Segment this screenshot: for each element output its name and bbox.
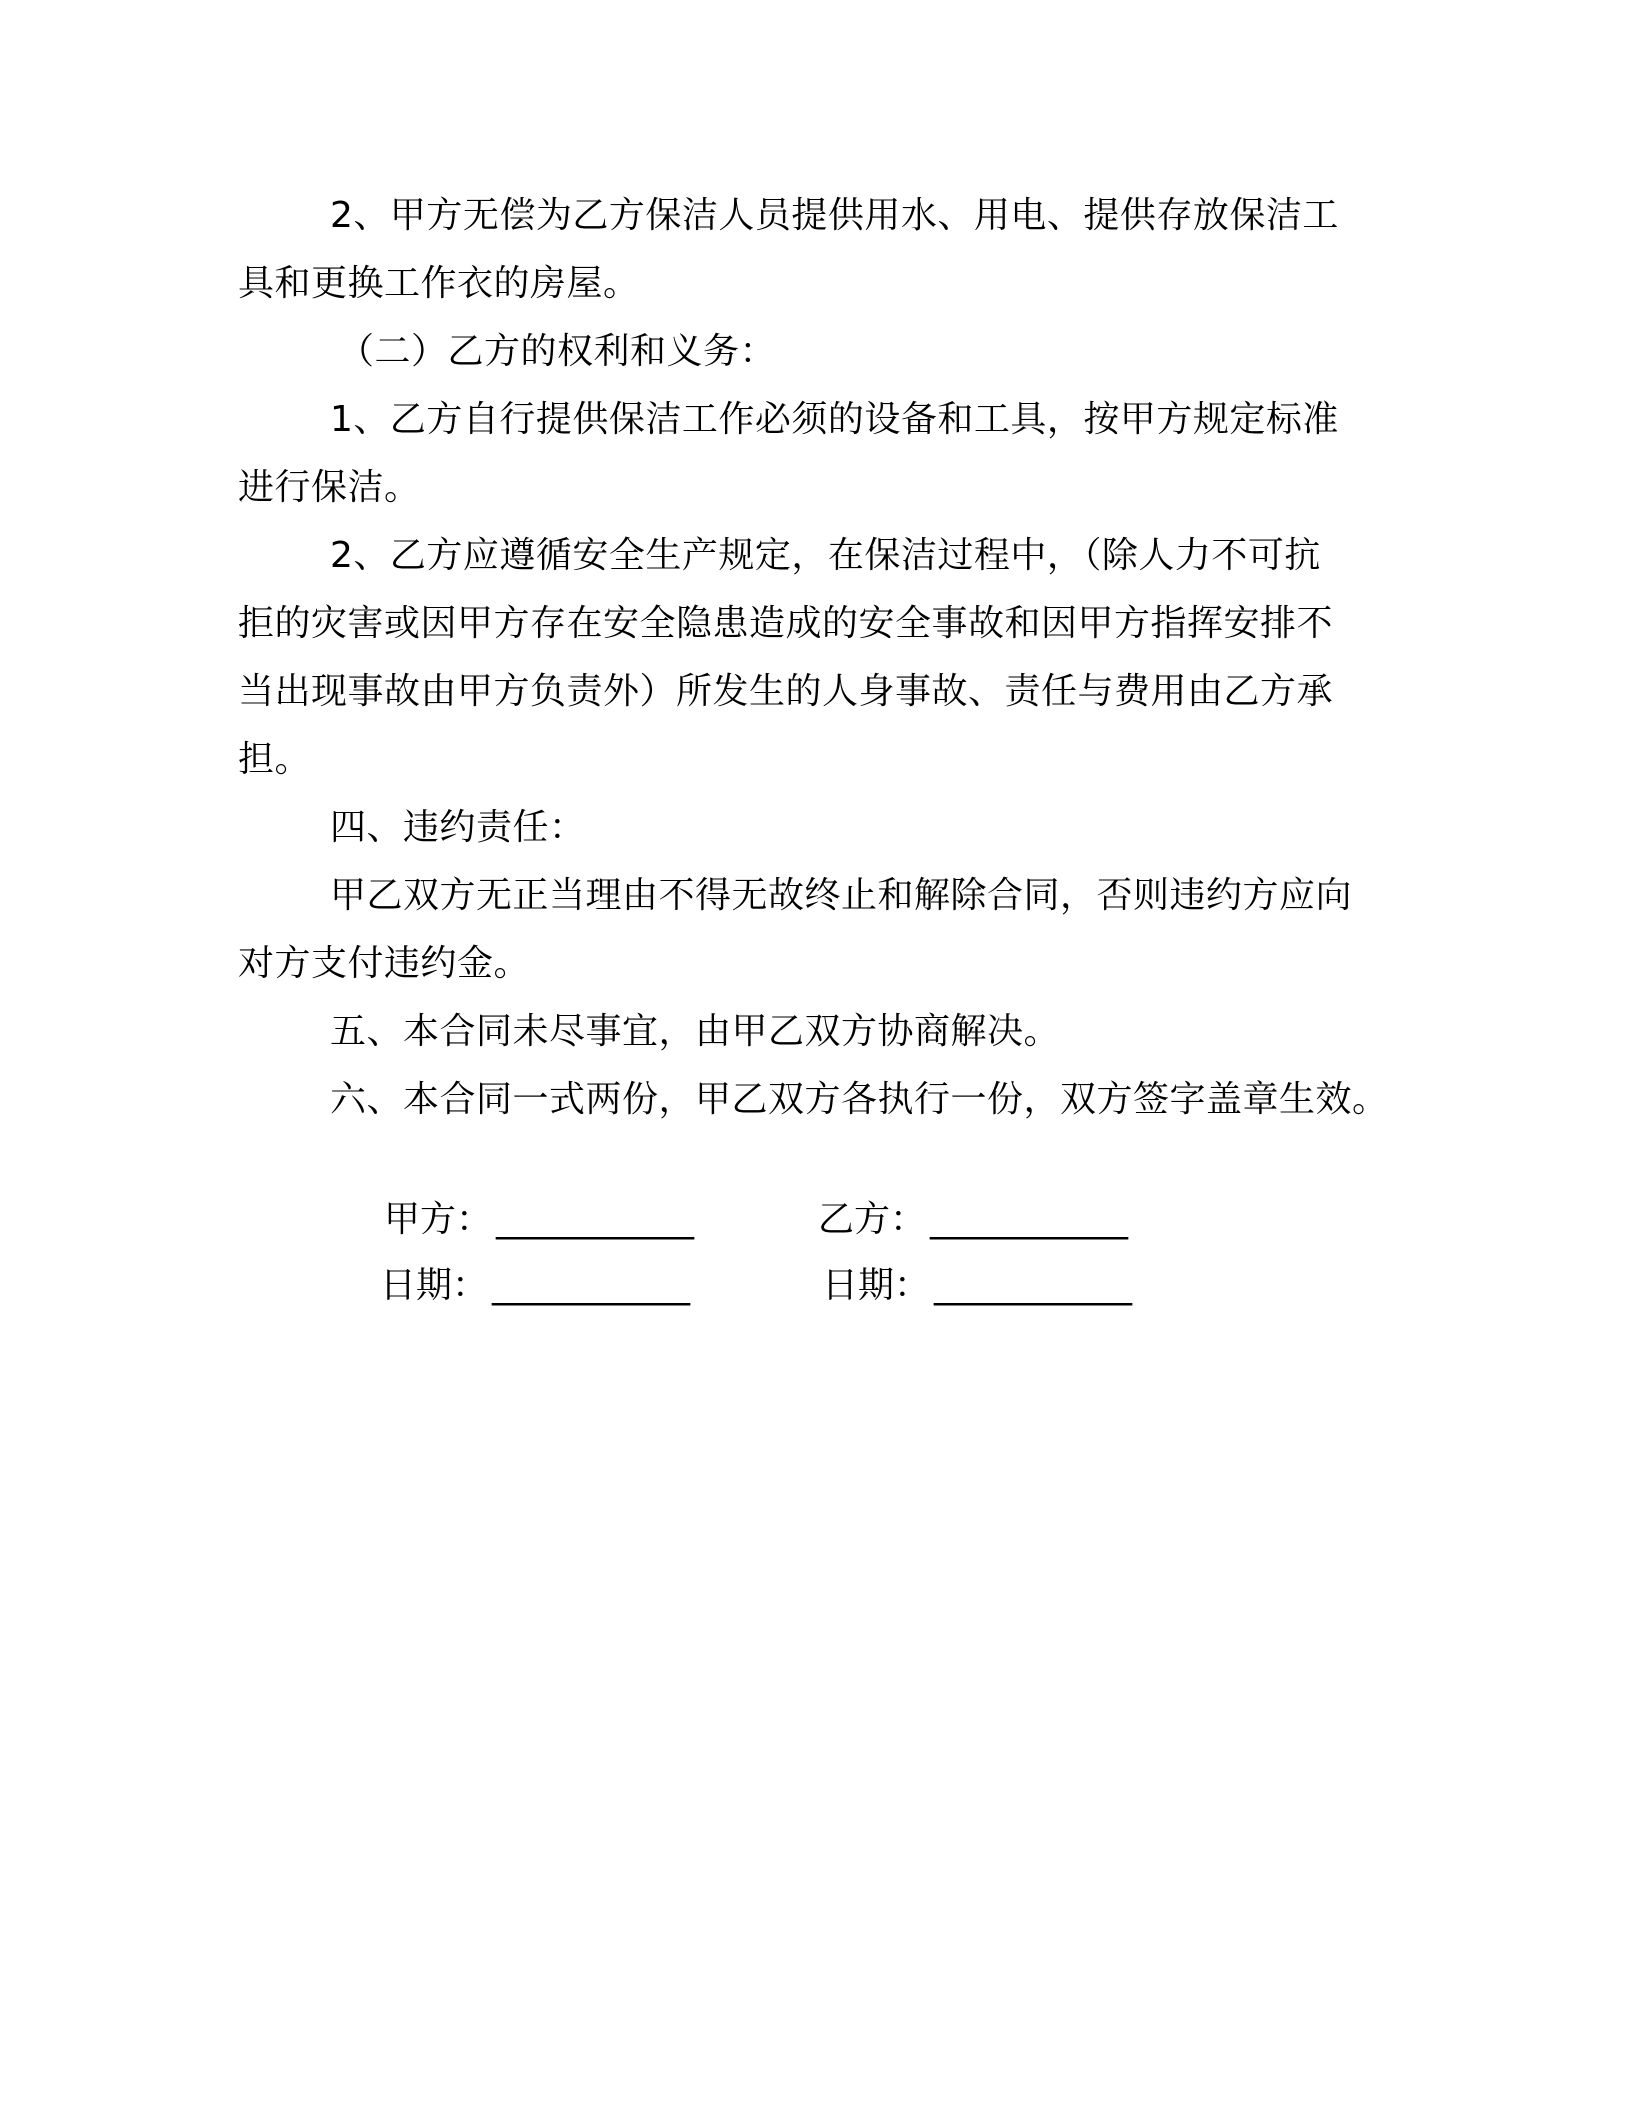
paragraph-line: 担。: [238, 739, 312, 780]
section-heading: （二）乙方的权利和义务：: [338, 331, 777, 372]
paragraph-line: 拒的灾害或因甲方存在安全隐患造成的安全事故和因甲方指挥安排不: [238, 603, 1334, 644]
party-b-blank: ___________: [930, 1199, 1129, 1240]
paragraph-line: 对方支付违约金。: [238, 943, 531, 984]
party-a-label: 甲方：: [384, 1199, 493, 1240]
date-a-blank: ___________: [492, 1265, 691, 1306]
paragraph-line: 甲乙双方无正当理由不得无故终止和解除合同，否则违约方应向: [330, 875, 1353, 916]
party-a-signature: [384, 1198, 694, 1242]
party-b-signature: [818, 1198, 1128, 1242]
date-a: [380, 1264, 690, 1308]
date-b: [822, 1264, 1132, 1308]
party-b-label: 乙方：: [818, 1199, 927, 1240]
date-b-blank: ___________: [934, 1265, 1133, 1306]
party-a-blank: ___________: [496, 1199, 695, 1240]
paragraph-line: 六、本合同一式两份，甲乙双方各执行一份，双方签字盖章生效。: [330, 1079, 1389, 1120]
section-heading: 四、违约责任：: [330, 807, 586, 848]
paragraph-line: 进行保洁。: [238, 467, 421, 508]
paragraph-line: 1、乙方自行提供保洁工作必须的设备和工具，按甲方规定标准: [330, 399, 1339, 440]
paragraph-line: 具和更换工作衣的房屋。: [238, 263, 640, 304]
paragraph-line: 2、乙方应遵循安全生产规定，在保洁过程中，（除人力不可抗: [330, 535, 1321, 576]
paragraph-line: 五、本合同未尽事宜，由甲乙双方协商解决。: [330, 1011, 1061, 1052]
date-a-label: 日期：: [380, 1265, 489, 1306]
date-b-label: 日期：: [822, 1265, 931, 1306]
paragraph-line: 当出现事故由甲方负责外）所发生的人身事故、责任与费用由乙方承: [238, 671, 1334, 712]
paragraph-line: 2、甲方无偿为乙方保洁人员提供用水、用电、提供存放保洁工: [330, 195, 1339, 236]
